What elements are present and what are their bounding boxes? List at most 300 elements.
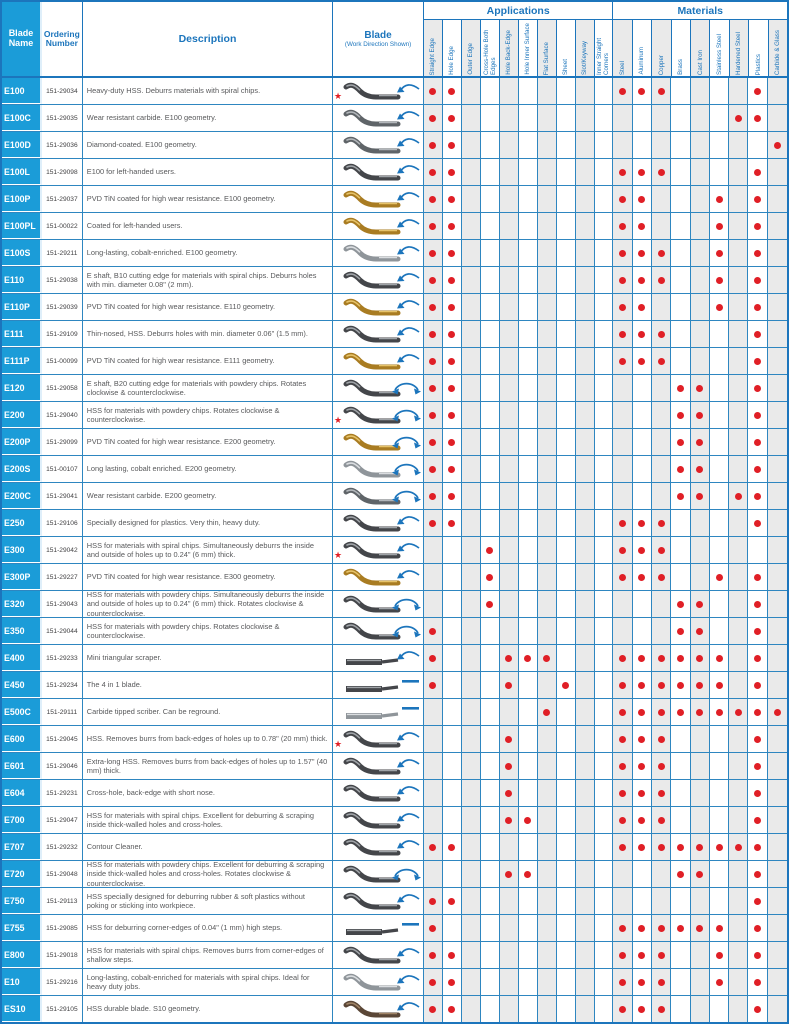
application-cell-1 — [443, 834, 462, 860]
table-row — [2, 402, 787, 429]
blade-name-cell: E200P — [2, 429, 42, 455]
application-cell-0 — [424, 834, 443, 860]
work-direction-arc-icon — [397, 895, 419, 903]
material-cell-2 — [652, 78, 671, 104]
blade-image — [334, 646, 422, 670]
material-dot — [754, 871, 761, 878]
application-cell-4 — [500, 321, 519, 347]
material-cell-6 — [729, 996, 748, 1022]
blade-name-cell: E450 — [2, 672, 42, 698]
application-cell-1 — [443, 888, 462, 914]
material-dot — [638, 520, 645, 527]
work-direction-double-arc-icon — [392, 492, 421, 503]
material-cell-4 — [691, 618, 710, 644]
material-cell-0 — [613, 834, 632, 860]
blade-name-cell: E800 — [2, 942, 42, 968]
material-cell-7 — [748, 510, 767, 536]
material-dot — [754, 655, 761, 662]
application-cell-2 — [462, 861, 481, 887]
application-cell-4 — [500, 969, 519, 995]
material-cell-1 — [633, 267, 652, 293]
blade-header-subtitle: (Work Direction Shown) — [344, 40, 412, 48]
application-cell-1 — [443, 915, 462, 941]
application-cell-8 — [576, 591, 595, 617]
work-direction-arc-icon — [397, 139, 419, 147]
material-cell-1 — [633, 294, 652, 320]
work-direction-arc-icon — [397, 841, 419, 849]
application-cell-5 — [519, 321, 538, 347]
material-cell-7 — [748, 645, 767, 671]
material-cell-2 — [652, 105, 671, 131]
ordering-number-cell: 151-29231 — [42, 780, 83, 806]
material-cell-6 — [729, 537, 748, 563]
table-row — [2, 618, 787, 645]
application-cell-3 — [481, 132, 500, 158]
material-column-label: Carbide & Glass — [774, 29, 782, 75]
application-cell-5 — [519, 807, 538, 833]
application-cell-5 — [519, 186, 538, 212]
application-cell-7 — [557, 834, 576, 860]
application-cell-3 — [481, 375, 500, 401]
material-dot — [658, 88, 665, 95]
material-cell-6 — [729, 834, 748, 860]
material-cell-2 — [652, 564, 671, 590]
application-cell-5 — [519, 537, 538, 563]
application-cell-6 — [538, 564, 557, 590]
description-cell: PVD TiN coated for high wear resistance. E100 geometry. — [83, 186, 333, 212]
application-cell-0 — [424, 348, 443, 374]
application-cell-9 — [595, 888, 614, 914]
material-dot — [619, 790, 626, 797]
material-cell-2 — [652, 645, 671, 671]
application-column-header — [557, 20, 576, 76]
material-cell-0 — [613, 672, 632, 698]
material-cell-0 — [613, 348, 632, 374]
application-cell-8 — [576, 888, 595, 914]
blade-image-cell — [333, 456, 424, 482]
application-cell-7 — [557, 807, 576, 833]
material-dot — [638, 169, 645, 176]
application-cell-5 — [519, 375, 538, 401]
material-cell-5 — [710, 186, 729, 212]
material-cell-6 — [729, 645, 748, 671]
blade-image — [334, 835, 422, 859]
application-cell-6 — [538, 645, 557, 671]
material-cell-8 — [768, 267, 787, 293]
material-cell-5 — [710, 699, 729, 725]
material-dot — [677, 682, 684, 689]
blade-image — [334, 538, 422, 562]
material-cell-0 — [613, 645, 632, 671]
material-cell-1 — [633, 861, 652, 887]
blade-image — [334, 268, 422, 292]
blade-image-cell — [333, 267, 424, 293]
material-cell-6 — [729, 888, 748, 914]
table-row — [2, 699, 787, 726]
material-cell-5 — [710, 483, 729, 509]
material-cell-5 — [710, 402, 729, 428]
material-cell-7 — [748, 186, 767, 212]
material-cell-1 — [633, 564, 652, 590]
material-cell-4 — [691, 888, 710, 914]
material-cell-4 — [691, 591, 710, 617]
blade-image — [334, 916, 422, 940]
material-column-label: Steel — [619, 60, 627, 75]
table-row — [2, 78, 787, 105]
blade-name-cell: E110P — [2, 294, 42, 320]
application-cell-6 — [538, 672, 557, 698]
application-dot — [429, 223, 436, 230]
ordering-number-cell: 151-00022 — [42, 213, 83, 239]
description-cell: HSS specially designed for deburring rubber & soft plastics without poking or sticking into workpiece. — [83, 888, 333, 914]
blade-name-cell: E111P — [2, 348, 42, 374]
material-dot — [619, 277, 626, 284]
material-cell-3 — [671, 159, 690, 185]
material-dot — [638, 655, 645, 662]
application-cell-2 — [462, 483, 481, 509]
material-dot — [754, 628, 761, 635]
application-cell-5 — [519, 942, 538, 968]
application-cell-6 — [538, 240, 557, 266]
application-cell-4 — [500, 996, 519, 1022]
application-cell-0 — [424, 861, 443, 887]
material-cell-8 — [768, 348, 787, 374]
table-row — [2, 672, 787, 699]
material-column-label: Brass — [677, 59, 685, 75]
blade-name-cell: E300P — [2, 564, 42, 590]
material-dot — [696, 493, 703, 500]
application-cell-2 — [462, 213, 481, 239]
application-cell-2 — [462, 672, 481, 698]
application-column-header — [595, 20, 613, 76]
material-dot — [716, 844, 723, 851]
material-cell-6 — [729, 213, 748, 239]
application-cell-8 — [576, 915, 595, 941]
application-dot — [448, 439, 455, 446]
application-cell-7 — [557, 564, 576, 590]
blade-image-cell — [333, 213, 424, 239]
material-column-label: Copper — [657, 54, 665, 75]
material-dot — [677, 385, 684, 392]
material-dot — [696, 925, 703, 932]
table-row — [2, 564, 787, 591]
material-dot — [677, 844, 684, 851]
materials-header-group — [613, 2, 787, 76]
table-row — [2, 726, 787, 753]
blade-image — [334, 592, 422, 616]
application-dot — [505, 871, 512, 878]
application-dot — [448, 115, 455, 122]
application-cell-5 — [519, 78, 538, 104]
blade-name-cell: E200S — [2, 456, 42, 482]
description-cell: Long-lasting, cobalt-enriched for materials with spiral chips. Ideal for heavy duty jobs. — [83, 969, 333, 995]
application-cell-2 — [462, 429, 481, 455]
material-cell-3 — [671, 294, 690, 320]
work-direction-double-arc-icon — [392, 627, 421, 638]
column-header-blade — [333, 2, 424, 76]
application-cell-2 — [462, 186, 481, 212]
blade-image-cell — [333, 591, 424, 617]
material-dot — [658, 169, 665, 176]
application-cell-9 — [595, 591, 614, 617]
material-dot — [754, 277, 761, 284]
material-dot — [619, 1006, 626, 1013]
material-dot — [638, 250, 645, 257]
description-cell: HSS for materials with powdery chips. Rotates clockwise & counterclockwise. — [83, 402, 333, 428]
material-dot — [619, 223, 626, 230]
application-cell-6 — [538, 726, 557, 752]
material-cell-1 — [633, 807, 652, 833]
material-cell-2 — [652, 294, 671, 320]
application-cell-0 — [424, 699, 443, 725]
blade-image-cell — [333, 294, 424, 320]
material-cell-1 — [633, 132, 652, 158]
application-cell-5 — [519, 105, 538, 131]
application-cell-6 — [538, 942, 557, 968]
material-dot — [658, 331, 665, 338]
application-cell-6 — [538, 996, 557, 1022]
material-cell-4 — [691, 213, 710, 239]
application-cell-6 — [538, 213, 557, 239]
application-dot — [505, 736, 512, 743]
application-cell-2 — [462, 834, 481, 860]
blade-image-cell — [333, 645, 424, 671]
material-dot — [619, 88, 626, 95]
application-cell-9 — [595, 321, 614, 347]
application-cell-9 — [595, 213, 614, 239]
material-cell-0 — [613, 402, 632, 428]
application-cell-1 — [443, 429, 462, 455]
material-cell-4 — [691, 267, 710, 293]
material-cell-0 — [613, 942, 632, 968]
application-cell-1 — [443, 159, 462, 185]
application-cell-5 — [519, 726, 538, 752]
material-dot — [716, 925, 723, 932]
application-column-label: Straight Edge — [429, 37, 437, 75]
material-cell-1 — [633, 483, 652, 509]
recommended-star-icon: ★ — [334, 550, 343, 560]
application-cell-6 — [538, 294, 557, 320]
description-cell: E100 for left-handed users. — [83, 159, 333, 185]
material-cell-1 — [633, 240, 652, 266]
application-dot — [448, 196, 455, 203]
material-dot — [754, 331, 761, 338]
blade-image-cell — [333, 564, 424, 590]
application-cell-4 — [500, 402, 519, 428]
application-cell-5 — [519, 294, 538, 320]
application-cell-5 — [519, 456, 538, 482]
description-cell: Thin-nosed, HSS. Deburrs holes with min. diameter 0.06" (1.5 mm). — [83, 321, 333, 347]
ordering-number-cell: 151-29046 — [42, 753, 83, 779]
material-cell-7 — [748, 618, 767, 644]
work-direction-arc-icon — [397, 733, 419, 741]
application-cell-2 — [462, 510, 481, 536]
material-cell-2 — [652, 348, 671, 374]
blade-image — [334, 727, 422, 751]
application-cell-2 — [462, 564, 481, 590]
table-row — [2, 753, 787, 780]
application-cell-4 — [500, 186, 519, 212]
material-cell-8 — [768, 888, 787, 914]
application-cell-4 — [500, 807, 519, 833]
material-cell-6 — [729, 942, 748, 968]
material-dot — [735, 709, 742, 716]
material-column-header — [652, 20, 671, 76]
material-cell-7 — [748, 996, 767, 1022]
material-cell-4 — [691, 915, 710, 941]
material-dot — [658, 655, 665, 662]
material-cell-1 — [633, 78, 652, 104]
material-cell-8 — [768, 105, 787, 131]
material-cell-8 — [768, 159, 787, 185]
application-cell-5 — [519, 483, 538, 509]
application-cell-9 — [595, 402, 614, 428]
material-cell-2 — [652, 402, 671, 428]
application-cell-7 — [557, 213, 576, 239]
description-cell: Heavy-duty HSS. Deburrs materials with spiral chips. — [83, 78, 333, 104]
application-cell-0 — [424, 672, 443, 698]
application-cell-0 — [424, 591, 443, 617]
material-dot — [619, 547, 626, 554]
material-dot — [619, 358, 626, 365]
work-direction-arc-icon — [397, 85, 419, 93]
ordering-number-cell: 151-29106 — [42, 510, 83, 536]
material-cell-7 — [748, 267, 767, 293]
material-dot — [619, 844, 626, 851]
material-dot — [754, 115, 761, 122]
material-dot — [619, 979, 626, 986]
material-cell-6 — [729, 348, 748, 374]
application-cell-6 — [538, 591, 557, 617]
material-cell-2 — [652, 699, 671, 725]
material-cell-3 — [671, 213, 690, 239]
material-cell-8 — [768, 186, 787, 212]
application-cell-7 — [557, 915, 576, 941]
material-column-label: Hardened Steel — [735, 32, 743, 75]
material-dot — [754, 466, 761, 473]
application-cell-8 — [576, 78, 595, 104]
ordering-number-cell: 151-00107 — [42, 456, 83, 482]
material-column-label: Cast Iron — [696, 49, 704, 75]
material-cell-3 — [671, 996, 690, 1022]
material-dot — [696, 466, 703, 473]
application-cell-0 — [424, 456, 443, 482]
material-cell-3 — [671, 861, 690, 887]
material-dot — [754, 682, 761, 689]
material-cell-5 — [710, 915, 729, 941]
application-cell-2 — [462, 537, 481, 563]
material-cell-6 — [729, 267, 748, 293]
material-cell-5 — [710, 429, 729, 455]
application-cell-8 — [576, 348, 595, 374]
application-cell-8 — [576, 699, 595, 725]
application-cell-6 — [538, 753, 557, 779]
application-dot — [448, 142, 455, 149]
material-cell-8 — [768, 321, 787, 347]
application-cell-3 — [481, 510, 500, 536]
application-column-header — [519, 20, 538, 76]
material-dot — [754, 709, 761, 716]
material-cell-8 — [768, 402, 787, 428]
description-cell: Extra-long HSS. Removes burrs from back-edges of holes up to 1.57" (40 mm) thick. — [83, 753, 333, 779]
application-cell-9 — [595, 969, 614, 995]
application-cell-3 — [481, 591, 500, 617]
description-cell: Coated for left-handed users. — [83, 213, 333, 239]
material-cell-5 — [710, 834, 729, 860]
blade-image — [334, 322, 422, 346]
blade-name-cell: E100S — [2, 240, 42, 266]
material-cell-1 — [633, 645, 652, 671]
application-cell-0 — [424, 429, 443, 455]
application-cell-6 — [538, 159, 557, 185]
material-cell-5 — [710, 213, 729, 239]
material-dot — [716, 709, 723, 716]
application-cell-6 — [538, 483, 557, 509]
material-dot — [677, 709, 684, 716]
application-cell-1 — [443, 294, 462, 320]
material-dot — [658, 1006, 665, 1013]
description-cell: Wear resistant carbide. E200 geometry. — [83, 483, 333, 509]
material-cell-8 — [768, 753, 787, 779]
application-cell-1 — [443, 456, 462, 482]
material-cell-0 — [613, 618, 632, 644]
blade-name-cell: E700 — [2, 807, 42, 833]
application-cell-8 — [576, 807, 595, 833]
application-dot — [429, 304, 436, 311]
application-cell-3 — [481, 537, 500, 563]
material-cell-5 — [710, 591, 729, 617]
material-dot — [754, 223, 761, 230]
blade-image-cell — [333, 996, 424, 1022]
ordering-number-cell: 151-29085 — [42, 915, 83, 941]
application-column-header — [576, 20, 595, 76]
material-cell-2 — [652, 618, 671, 644]
application-column-header — [424, 20, 443, 76]
work-direction-arc-icon — [397, 787, 419, 795]
application-cell-2 — [462, 132, 481, 158]
application-dot — [429, 466, 436, 473]
material-dot — [638, 952, 645, 959]
application-cell-9 — [595, 375, 614, 401]
application-cell-9 — [595, 159, 614, 185]
material-cell-4 — [691, 159, 710, 185]
application-cell-3 — [481, 915, 500, 941]
application-cell-3 — [481, 429, 500, 455]
material-cell-4 — [691, 402, 710, 428]
table-row — [2, 861, 787, 888]
application-cell-7 — [557, 159, 576, 185]
application-cell-8 — [576, 996, 595, 1022]
application-cell-7 — [557, 618, 576, 644]
application-cell-5 — [519, 834, 538, 860]
material-cell-8 — [768, 294, 787, 320]
material-cell-8 — [768, 537, 787, 563]
material-cell-3 — [671, 456, 690, 482]
application-cell-8 — [576, 456, 595, 482]
material-cell-1 — [633, 402, 652, 428]
application-cell-0 — [424, 213, 443, 239]
work-direction-arc-icon — [397, 517, 419, 525]
application-cell-8 — [576, 186, 595, 212]
material-cell-8 — [768, 672, 787, 698]
application-cell-2 — [462, 888, 481, 914]
material-dot — [638, 331, 645, 338]
application-dot — [429, 979, 436, 986]
application-cell-8 — [576, 510, 595, 536]
material-column-header — [769, 20, 787, 76]
table-row — [2, 456, 787, 483]
material-dot — [696, 385, 703, 392]
